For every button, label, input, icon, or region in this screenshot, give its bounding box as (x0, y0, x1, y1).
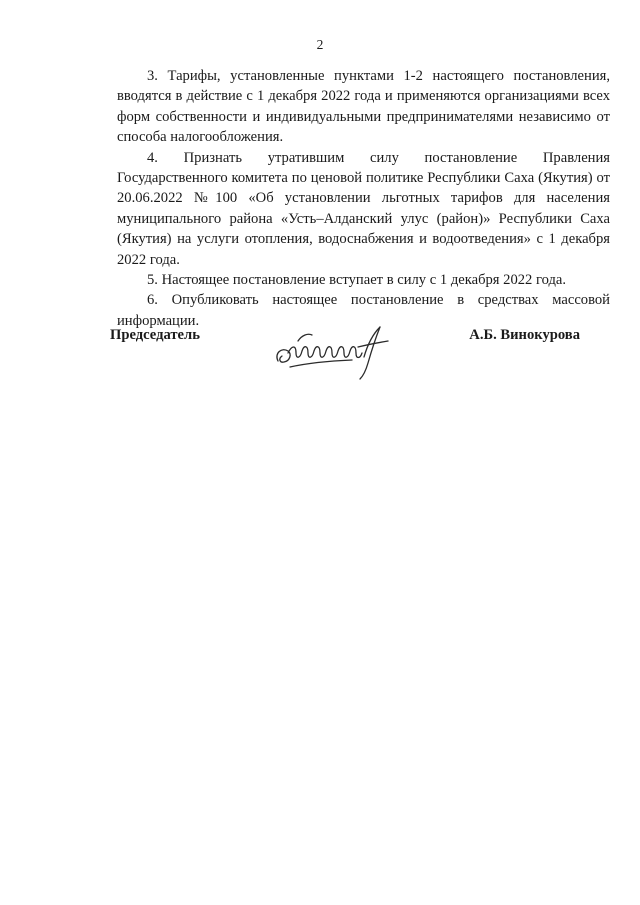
document-body (117, 66, 610, 331)
signatory-title: Председатель (110, 327, 200, 343)
signatory-name: А.Б. Винокурова (469, 327, 580, 343)
signature-block (110, 327, 580, 387)
paragraph-entry-into-force: 5. Настоящее постановление вступает в силу с 1 декабря 2022 года. (147, 272, 567, 289)
paragraph-tariffs-effective: 3. Тарифы, установленные пунктами 1-2 настоящего постановления, вводятся в действие с 1 декабря 2022 года и применяются организациями всех форм собственности и индивидуальными предпринимателями независимо от способа налогообложения. (117, 68, 610, 146)
page-number: 2 (316, 37, 324, 52)
paragraph-repeal-resolution: 4. Признать утратившим силу постановление Правления Государственного комитета по ценовой политике Республики Саха (Якутия) от 20.06.2022 №100 «Об установлении льготных тарифов для населения муниципального района «Усть–Алданский улус (район)» Республики Саха (Якутия) на услуги отопления, водоснабжения и водоотведения» с 1 декабря 2022 года. (117, 149, 610, 268)
paragraph-publication: 6. Опубликовать настоящее постановление в средствах массовой информации. (117, 292, 610, 329)
handwritten-signature-icon (268, 323, 398, 383)
